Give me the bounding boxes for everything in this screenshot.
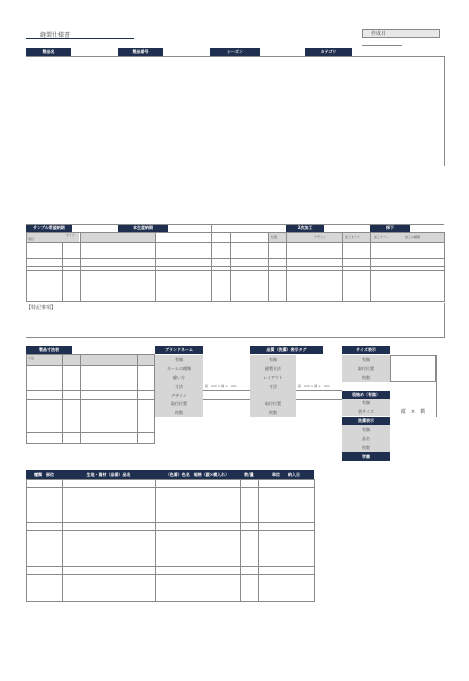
parts-header-3: （色番）色名 規格（縦×横入れ） <box>155 470 240 479</box>
sample-col-i <box>370 233 371 302</box>
process-size-label: 加工サイズ <box>345 235 360 239</box>
parts-header-2: 生地・資材（品番）品名 <box>62 470 155 479</box>
sample-col-c <box>155 233 156 302</box>
notes-bottom-line <box>26 337 445 338</box>
quality-row-1: 縫製方法 <box>265 365 281 371</box>
brand-line-2 <box>203 399 250 400</box>
size-spec-diag-label: 寸法 <box>28 356 35 360</box>
hangtag-header: 洗濯表示 <box>342 417 390 425</box>
brand-row-4: デザイン <box>171 392 187 398</box>
product-number-header: 製品番号 <box>118 48 163 56</box>
sample-col-d <box>211 224 212 302</box>
sample-col-f <box>268 233 269 302</box>
notes-label: 【特記事項】 <box>26 304 57 311</box>
parts-header-4: 数/量 <box>240 470 258 479</box>
spec-right-border <box>436 355 437 417</box>
size-spec-row-1 <box>26 365 155 366</box>
sample-col-h <box>342 233 343 302</box>
secondary-process-header: 2次加工 <box>286 224 324 232</box>
category-header: カテゴリ <box>305 48 352 56</box>
quality-row-2: レイアウト <box>263 374 283 380</box>
parts-row-5 <box>26 574 315 575</box>
date-label: 作成日 <box>362 29 440 38</box>
brand-row-3: 寸法 <box>175 383 183 389</box>
sample-row-line-2 <box>26 258 445 259</box>
sample-row-line-4 <box>26 270 445 271</box>
sample-row-line-1 <box>26 242 445 243</box>
parts-row-3 <box>26 530 315 531</box>
quality-line-2 <box>296 399 342 400</box>
sample-col-b <box>80 233 81 302</box>
parts-col-3 <box>240 479 241 602</box>
parts-header-1: 種類 部位 <box>26 470 62 479</box>
size-display-row-1: 取付位置 <box>358 365 374 371</box>
parts-col-4 <box>258 479 259 602</box>
size-spec-row-2 <box>26 390 155 391</box>
sample-diag-right-1: サイズ <box>66 233 75 237</box>
brand-row-2: 縫い方 <box>173 374 185 380</box>
brand-row-0: 有無 <box>175 356 183 362</box>
process-type-label: 加工の種類 <box>405 235 421 239</box>
parts-header-5: 単位 納入日 <box>258 470 314 479</box>
hangtag-row-0: 有無 <box>362 426 370 432</box>
brand-row-6: 枚数 <box>175 409 183 415</box>
bag-header: 袋詰め（有無） <box>342 391 390 399</box>
quality-row-5: 取付位置 <box>265 401 281 406</box>
sample-bar-top-line <box>26 224 444 225</box>
quality-line-1 <box>296 390 342 391</box>
process-pos-label: 位置 <box>271 235 278 239</box>
parts-row-4 <box>26 566 315 567</box>
sample-row-1-gray-a <box>80 233 155 242</box>
size-display-row-2: 枚数 <box>362 374 370 380</box>
parts-row-2 <box>26 522 315 523</box>
title-underline <box>26 38 134 39</box>
brand-name-header: ブランドネーム <box>155 346 203 354</box>
size-display-value-box <box>390 355 436 382</box>
season-header: シーズン <box>210 48 260 56</box>
process-design-label: デザイン <box>314 235 326 239</box>
parts-col-1 <box>62 479 63 602</box>
process-color-label: 加工カラー <box>374 235 390 239</box>
document-title: 縫製仕様書 <box>40 31 71 38</box>
school-header: 学園 <box>342 452 390 461</box>
sample-diag-left-1: 項目 <box>28 237 35 241</box>
bag-row-0: 有無 <box>362 400 370 405</box>
sample-col-e <box>230 233 231 302</box>
quality-row-3: 寸法 <box>269 383 277 389</box>
parts-row-1 <box>26 487 315 488</box>
size-display-row-0: 有無 <box>362 356 370 362</box>
adopted-header: 採下 <box>370 224 410 232</box>
size-spec-header: 製品寸法表 <box>26 346 72 354</box>
quality-dim-value: 縦 mm × 横 × mm <box>298 384 330 388</box>
date-underline <box>362 45 402 46</box>
hangtag-row-1: 品名 <box>362 435 370 441</box>
bag-row-1: 袋サイズ <box>358 408 374 414</box>
quality-row-6: 枚数 <box>269 409 277 415</box>
quality-row-0: 有無 <box>269 356 277 362</box>
size-display-header: サイズ表示 <box>342 346 390 354</box>
sample-col-g <box>286 233 287 302</box>
brand-dim-value: 縦 mm × 横 × mm <box>205 384 237 388</box>
sample-row-line-3 <box>26 266 445 267</box>
brand-row-1: ネームの種類 <box>167 365 191 371</box>
size-spec-row-4 <box>26 432 155 433</box>
product-header-line <box>26 56 444 57</box>
notes-right-line <box>444 303 445 337</box>
product-name-header: 製品名 <box>26 48 71 56</box>
parts-table <box>26 479 315 602</box>
main-deadline-header: 本生産納期 <box>118 224 168 232</box>
design-area-right-border <box>444 56 445 166</box>
bag-size-value: 縦 × 横 <box>400 408 426 415</box>
hangtag-row-2: 枚数 <box>362 444 370 450</box>
quality-tag-header: 品質（洗濯）表示タグ <box>250 346 323 354</box>
brand-line-1 <box>203 390 250 391</box>
size-spec-row-3 <box>26 399 155 400</box>
size-spec-header-row <box>27 355 154 365</box>
parts-col-2 <box>155 479 156 602</box>
brand-row-5: 取付位置 <box>171 401 187 406</box>
sample-col-a <box>62 242 63 302</box>
sample-deadline-header: サンプル希望納期 <box>26 224 72 232</box>
